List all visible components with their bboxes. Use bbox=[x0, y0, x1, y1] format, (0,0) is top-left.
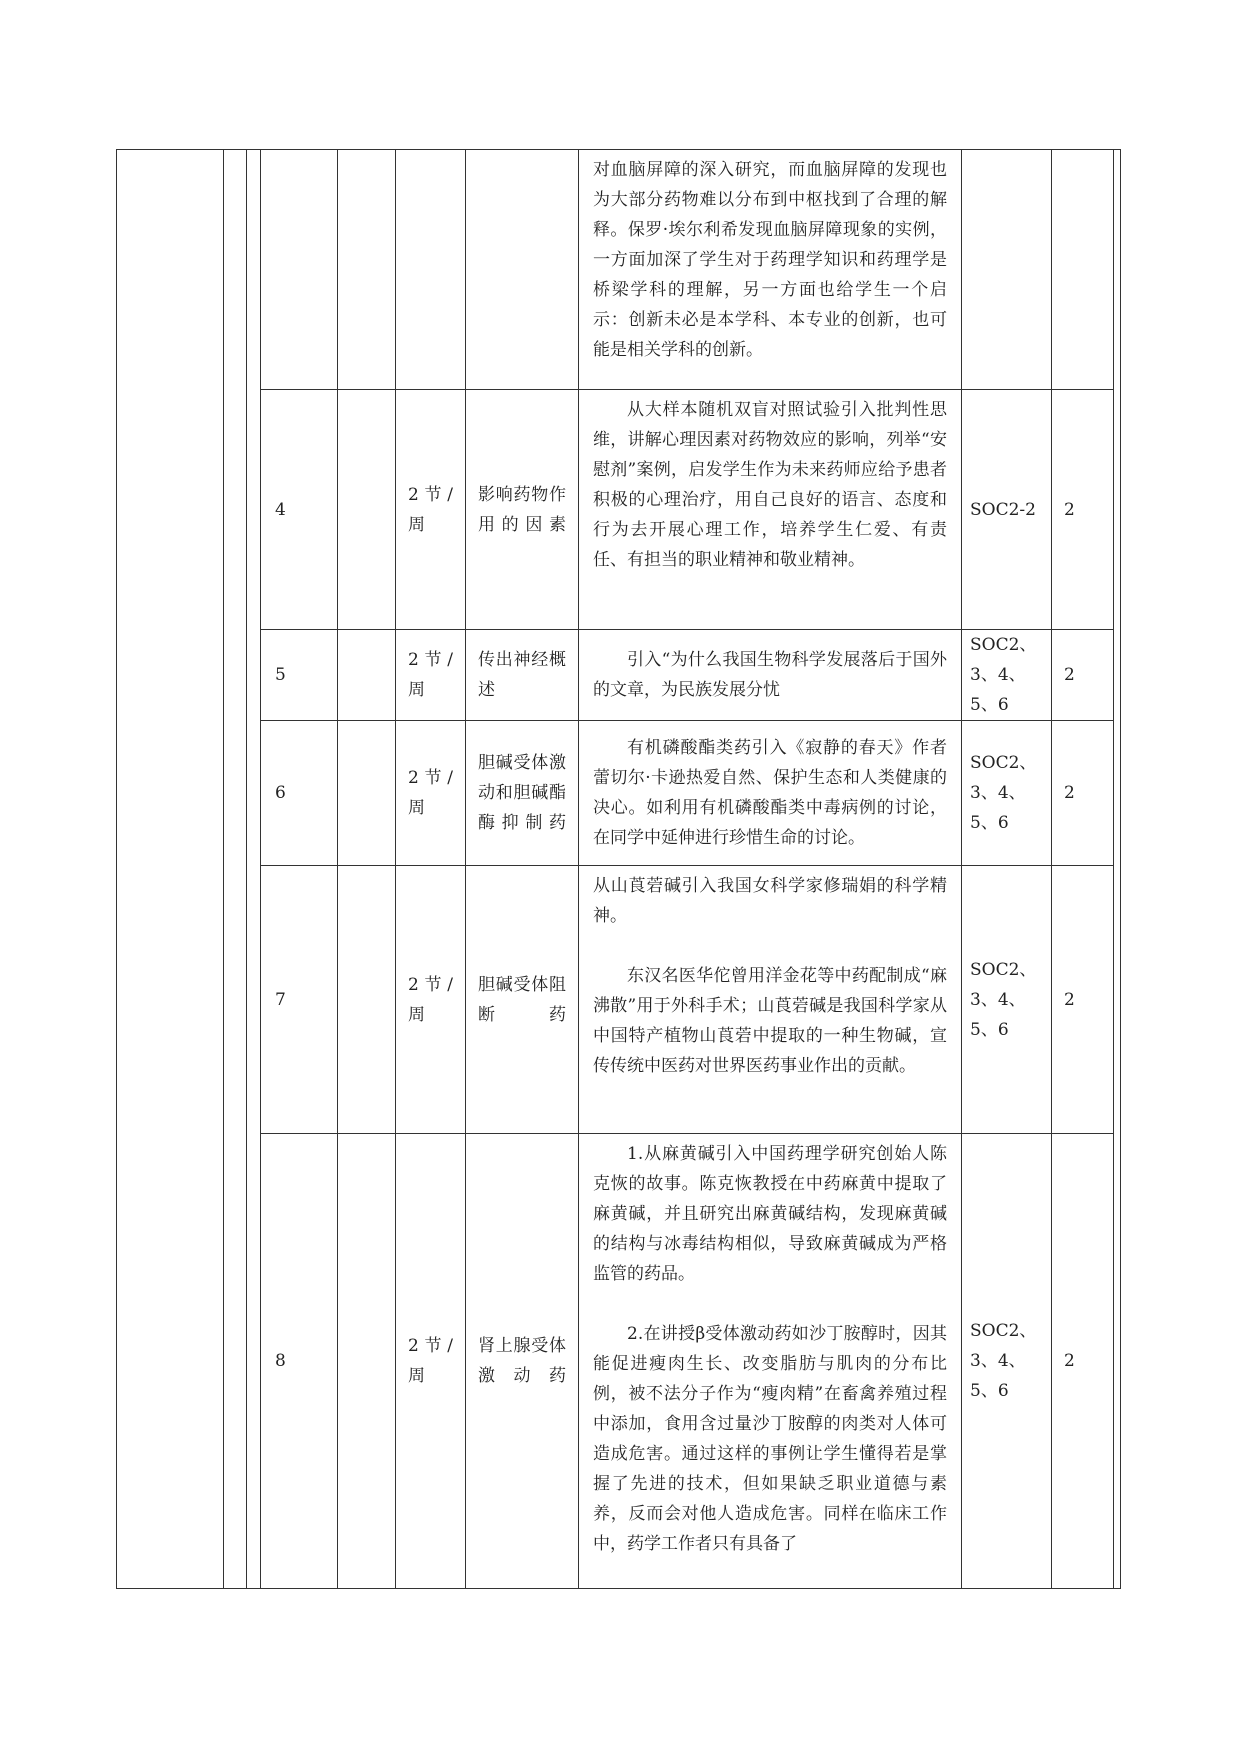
hours-cell bbox=[1052, 630, 1114, 721]
blank-column-narrow bbox=[247, 150, 261, 1589]
objective-cell-text: SOC2、3、4、5、6 bbox=[970, 635, 1037, 715]
topic-cell bbox=[466, 1134, 579, 1589]
course-schedule-table bbox=[116, 149, 1121, 1589]
objective-cell bbox=[962, 721, 1052, 866]
topic-cell bbox=[466, 866, 579, 1134]
schedule-cell bbox=[396, 1134, 466, 1589]
week-cell bbox=[261, 390, 338, 630]
week-cell bbox=[261, 150, 338, 390]
schedule-cell-text: 2节/周 bbox=[408, 974, 453, 1025]
content-paragraph: 1.从麻黄碱引入中国药理学研究创始人陈克恢的故事。陈克恢教授在中药麻黄中提取了麻黄碱，并且研究出麻黄碱结构，发现麻黄碱的结构与冰毒结构相似，导致麻黄碱成为严格监管的药品。 bbox=[593, 1144, 947, 1284]
table-row bbox=[117, 721, 1121, 866]
content-paragraph: 2.在讲授β受体激动药如沙丁胺醇时，因其能促进瘦肉生长、改变脂肪与肌肉的分布比例，被不法分子作为“瘦肉精”在畜禽养殖过程中添加，食用含过量沙丁胺醇的肉类对人体可造成危害。通过这样的事例让学生懂得若是掌握了先进的技术，但如果缺乏职业道德与素养，反而会对他人造成危害。同样在临床工作中，药学工作者只有具备了 bbox=[593, 1324, 947, 1554]
schedule-cell bbox=[396, 866, 466, 1134]
topic-cell bbox=[466, 390, 579, 630]
blank-cell bbox=[338, 630, 396, 721]
objective-cell bbox=[962, 390, 1052, 630]
table-row bbox=[117, 390, 1121, 630]
content-paragraph: 引入“为什么我国生物科学发展落后于国外的文章，为民族发展分忧 bbox=[593, 650, 947, 700]
blank-cell bbox=[338, 1134, 396, 1589]
objective-cell bbox=[962, 1134, 1052, 1589]
outer-blank-column bbox=[117, 150, 224, 1589]
week-cell-text: 7 bbox=[275, 989, 286, 1010]
hours-cell bbox=[1052, 150, 1114, 390]
objective-cell-text: SOC2、3、4、5、6 bbox=[970, 1321, 1037, 1401]
topic-cell-text: 传出神经概述 bbox=[478, 650, 566, 700]
table-row bbox=[117, 1134, 1121, 1589]
objective-cell-text: SOC2、3、4、5、6 bbox=[970, 753, 1037, 833]
hours-cell bbox=[1052, 390, 1114, 630]
week-cell bbox=[261, 1134, 338, 1589]
schedule-cell bbox=[396, 630, 466, 721]
topic-cell bbox=[466, 630, 579, 721]
week-cell bbox=[261, 866, 338, 1134]
topic-cell-text: 胆碱受体激动和胆碱酯酶抑制药 bbox=[478, 753, 566, 833]
hours-cell bbox=[1052, 721, 1114, 866]
schedule-cell-text: 2节/周 bbox=[408, 484, 453, 535]
topic-cell-text: 影响药物作用的因素 bbox=[478, 484, 566, 535]
objective-cell bbox=[962, 150, 1052, 390]
topic-cell bbox=[466, 721, 579, 866]
table-row bbox=[117, 630, 1121, 721]
week-cell-text: 8 bbox=[275, 1351, 286, 1371]
table-row bbox=[117, 150, 1121, 390]
content-paragraph: 从大样本随机双盲对照试验引入批判性思维，讲解心理因素对药物效应的影响，列举“安慰剂”案例，启发学生作为未来药师应给予患者积极的心理治疗，用自己良好的语言、态度和行为去开展心理工作，培养学生仁爱、有责任、有担当的职业精神和敬业精神。 bbox=[593, 400, 947, 570]
topic-cell-text: 胆碱受体阻断药 bbox=[478, 974, 566, 1025]
objective-cell-text: SOC2-2 bbox=[970, 499, 1036, 520]
topic-cell bbox=[466, 150, 579, 390]
schedule-cell bbox=[396, 150, 466, 390]
blank-cell bbox=[338, 866, 396, 1134]
blank-cell bbox=[338, 150, 396, 390]
week-cell bbox=[261, 630, 338, 721]
schedule-cell-text: 2节/周 bbox=[408, 1336, 453, 1386]
ideological-content-cell bbox=[579, 630, 962, 721]
objective-cell bbox=[962, 866, 1052, 1134]
week-cell bbox=[261, 721, 338, 866]
hours-cell-text: 2 bbox=[1064, 499, 1075, 520]
hours-cell bbox=[1052, 1134, 1114, 1589]
topic-cell-text: 肾上腺受体激动药 bbox=[478, 1336, 566, 1386]
week-cell-text: 6 bbox=[275, 783, 286, 803]
hours-cell-text: 2 bbox=[1064, 989, 1075, 1010]
ideological-content-cell bbox=[579, 721, 962, 866]
objective-cell-text: SOC2、3、4、5、6 bbox=[970, 959, 1037, 1040]
ideological-content-cell bbox=[579, 866, 962, 1134]
content-paragraph: 对血脑屏障的深入研究，而血脑屏障的发现也为大部分药物难以分布到中枢找到了合理的解释。保罗·埃尔利希发现血脑屏障现象的实例，一方面加深了学生对于药理学知识和药理学是桥梁学科的理解，另一方面也给学生一个启示：创新未必是本学科、本专业的创新，也可能是相关学科的创新。 bbox=[593, 160, 947, 360]
ideological-content-cell bbox=[579, 150, 962, 390]
content-paragraph: 从山莨菪碱引入我国女科学家修瑞娟的科学精神。 bbox=[593, 876, 947, 926]
schedule-cell-text: 2节/周 bbox=[408, 650, 453, 700]
table-row bbox=[117, 866, 1121, 1134]
right-edge-column bbox=[1114, 150, 1121, 1589]
blank-column bbox=[224, 150, 247, 1589]
ideological-content-cell bbox=[579, 390, 962, 630]
blank-cell bbox=[338, 721, 396, 866]
hours-cell-text: 2 bbox=[1064, 665, 1075, 685]
objective-cell bbox=[962, 630, 1052, 721]
schedule-cell bbox=[396, 721, 466, 866]
hours-cell-text: 2 bbox=[1064, 1351, 1075, 1371]
week-cell-text: 4 bbox=[275, 499, 286, 520]
schedule-cell-text: 2节/周 bbox=[408, 768, 453, 818]
schedule-cell bbox=[396, 390, 466, 630]
week-cell-text: 5 bbox=[275, 665, 286, 685]
ideological-content-cell bbox=[579, 1134, 962, 1589]
blank-cell bbox=[338, 390, 396, 630]
content-paragraph: 东汉名医华佗曾用洋金花等中药配制成“麻沸散”用于外科手术；山莨菪碱是我国科学家从中国特产植物山莨菪中提取的一种生物碱，宣传传统中医药对世界医药事业作出的贡献。 bbox=[593, 966, 947, 1076]
content-paragraph: 有机磷酸酯类药引入《寂静的春天》作者蕾切尔·卡逊热爱自然、保护生态和人类健康的决心。如利用有机磷酸酯类中毒病例的讨论，在同学中延伸进行珍惜生命的讨论。 bbox=[593, 738, 947, 848]
hours-cell-text: 2 bbox=[1064, 783, 1075, 803]
hours-cell bbox=[1052, 866, 1114, 1134]
